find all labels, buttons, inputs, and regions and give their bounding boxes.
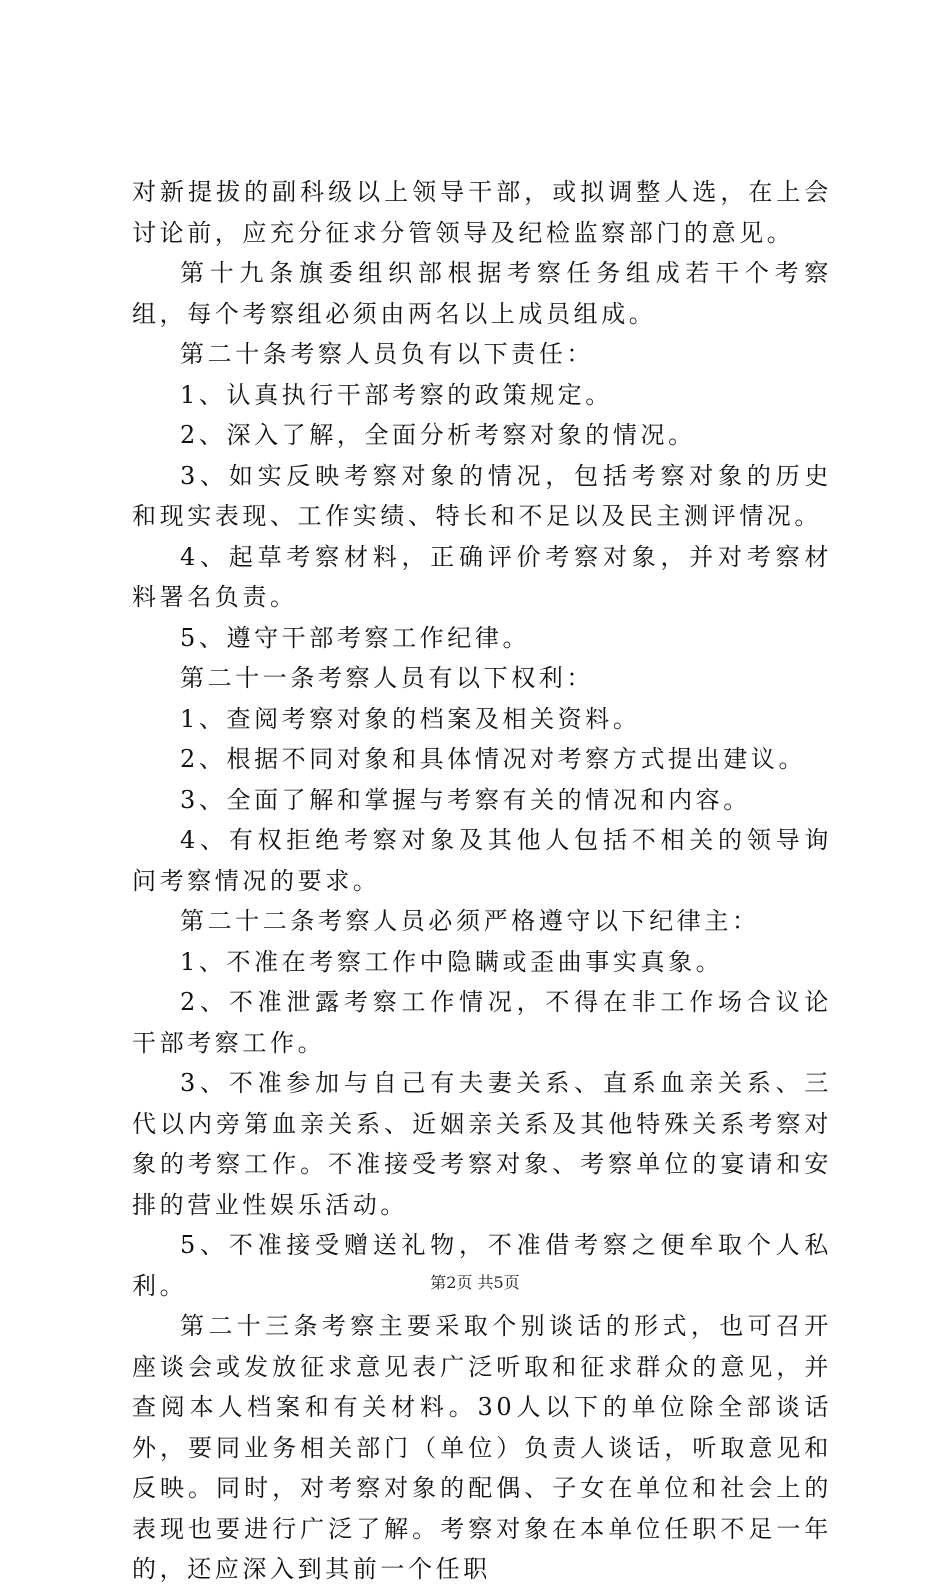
paragraph-article-23: 第二十三条考察主要采取个别谈话的形式，也可召开座谈会或发放征求意见表广泛听取和征求群众的意见，并查阅本人档案和有关材料。30人以下的单位除全部谈话外，要同业务相关部门（单位）负责人谈话，听取意见和反映。同时，对考察对象的配偶、子女在单位和社会上的表现也要进行广泛了解。考察对象在本单位任职不足一年的，还应深入到其前一个任职	[132, 1312, 832, 1583]
page-footer	[0, 1270, 950, 1293]
list-item: 5、遵守干部考察工作纪律。	[180, 623, 531, 652]
list-item: 3、全面了解和掌握与考察有关的情况和内容。	[180, 785, 751, 814]
list-item: 2、根据不同对象和具体情况对考察方式提出建议。	[180, 745, 807, 773]
list-item: 1、不准在考察工作中隐瞒或歪曲事实真象。	[180, 947, 724, 976]
list-item: 3、不准参加与自己有夫妻关系、直系血亲关系、三代以内旁第血亲关系、近姻亲关系及其他特殊关系考察对象的考察工作。不准接受考察对象、考察单位的宴请和安排的营业性娱乐活动。	[132, 1069, 832, 1219]
paragraph-article-22: 第二十二条考察人员必须严格遵守以下纪律主：	[180, 907, 760, 935]
list-item: 4、起草考察材料，正确评价考察对象，并对考察材料署名负责。	[132, 542, 832, 611]
list-item: 2、深入了解，全面分析考察对象的情况。	[180, 421, 696, 449]
list-item: 2、不准泄露考察工作情况，不得在非工作场合议论干部考察工作。	[132, 988, 832, 1057]
list-item: 4、有权拒绝考察对象及其他人包括不相关的领导询问考察情况的要求。	[132, 826, 832, 895]
list-item: 3、如实反映考察对象的情况，包括考察对象的历史和现实表现、工作实绩、特长和不足以及民主测评情况。	[132, 461, 832, 530]
paragraph-article-19: 第十九条旗委组织部根据考察任务组成若干个考察组，每个考察组必须由两名以上成员组成。	[132, 259, 832, 328]
document-body	[132, 172, 832, 1590]
list-item: 5、不准接受赠送礼物，不准借考察之便牟取个人私利。	[132, 1231, 832, 1300]
paragraph: 对新提拔的副科级以上领导干部，或拟调整人选，在上会讨论前，应充分征求分管领导及纪检监察部门的意见。	[132, 178, 832, 247]
page-number: 第2页 共5页	[430, 1273, 520, 1292]
paragraph-article-21: 第二十一条考察人员有以下权利：	[180, 664, 594, 692]
paragraph-article-20: 第二十条考察人员负有以下责任：	[180, 340, 594, 368]
list-item: 1、认真执行干部考察的政策规定。	[180, 380, 613, 409]
list-item: 1、查阅考察对象的档案及相关资料。	[180, 704, 641, 733]
